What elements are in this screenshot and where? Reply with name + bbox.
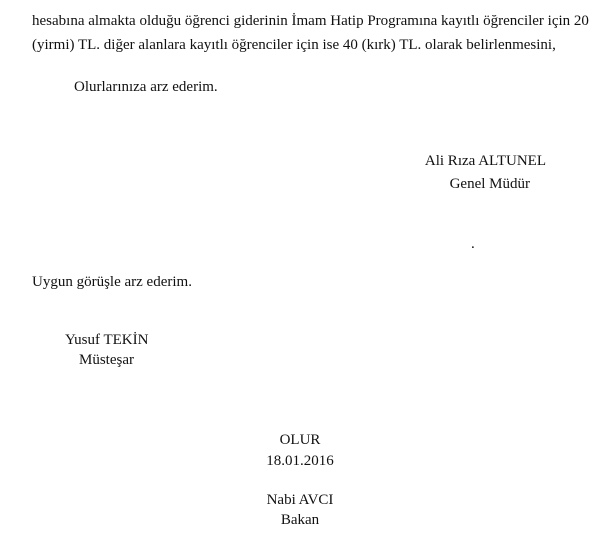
signatory-2-name: Yusuf TEKİN: [65, 332, 149, 348]
signatory-3-name: Nabi AVCI: [266, 492, 334, 508]
signatory-1-name: Ali Rıza ALTUNEL: [424, 153, 546, 169]
body-text-line-1: hesabına almakta olduğu öğrenci giderinin İmam Hatip Programına kayıtlı öğrenciler için 20: [32, 13, 589, 29]
signatory-2-title: Müsteşar: [79, 352, 134, 368]
approval-note: Uygun görüşle arz ederim.: [32, 274, 192, 290]
signatory-1-title: Genel Müdür: [449, 176, 530, 192]
approval-label: OLUR: [279, 432, 321, 448]
closing-sentence: Olurlarınıza arz ederim.: [74, 79, 218, 95]
approval-date: 18.01.2016: [266, 453, 334, 469]
dot-mark: .: [471, 236, 475, 252]
signatory-3-title: Bakan: [280, 512, 320, 528]
body-text-line-2: (yirmi) TL. diğer alanlara kayıtlı öğrenciler için ise 40 (kırk) TL. olarak belirlenmesini,: [32, 37, 556, 53]
